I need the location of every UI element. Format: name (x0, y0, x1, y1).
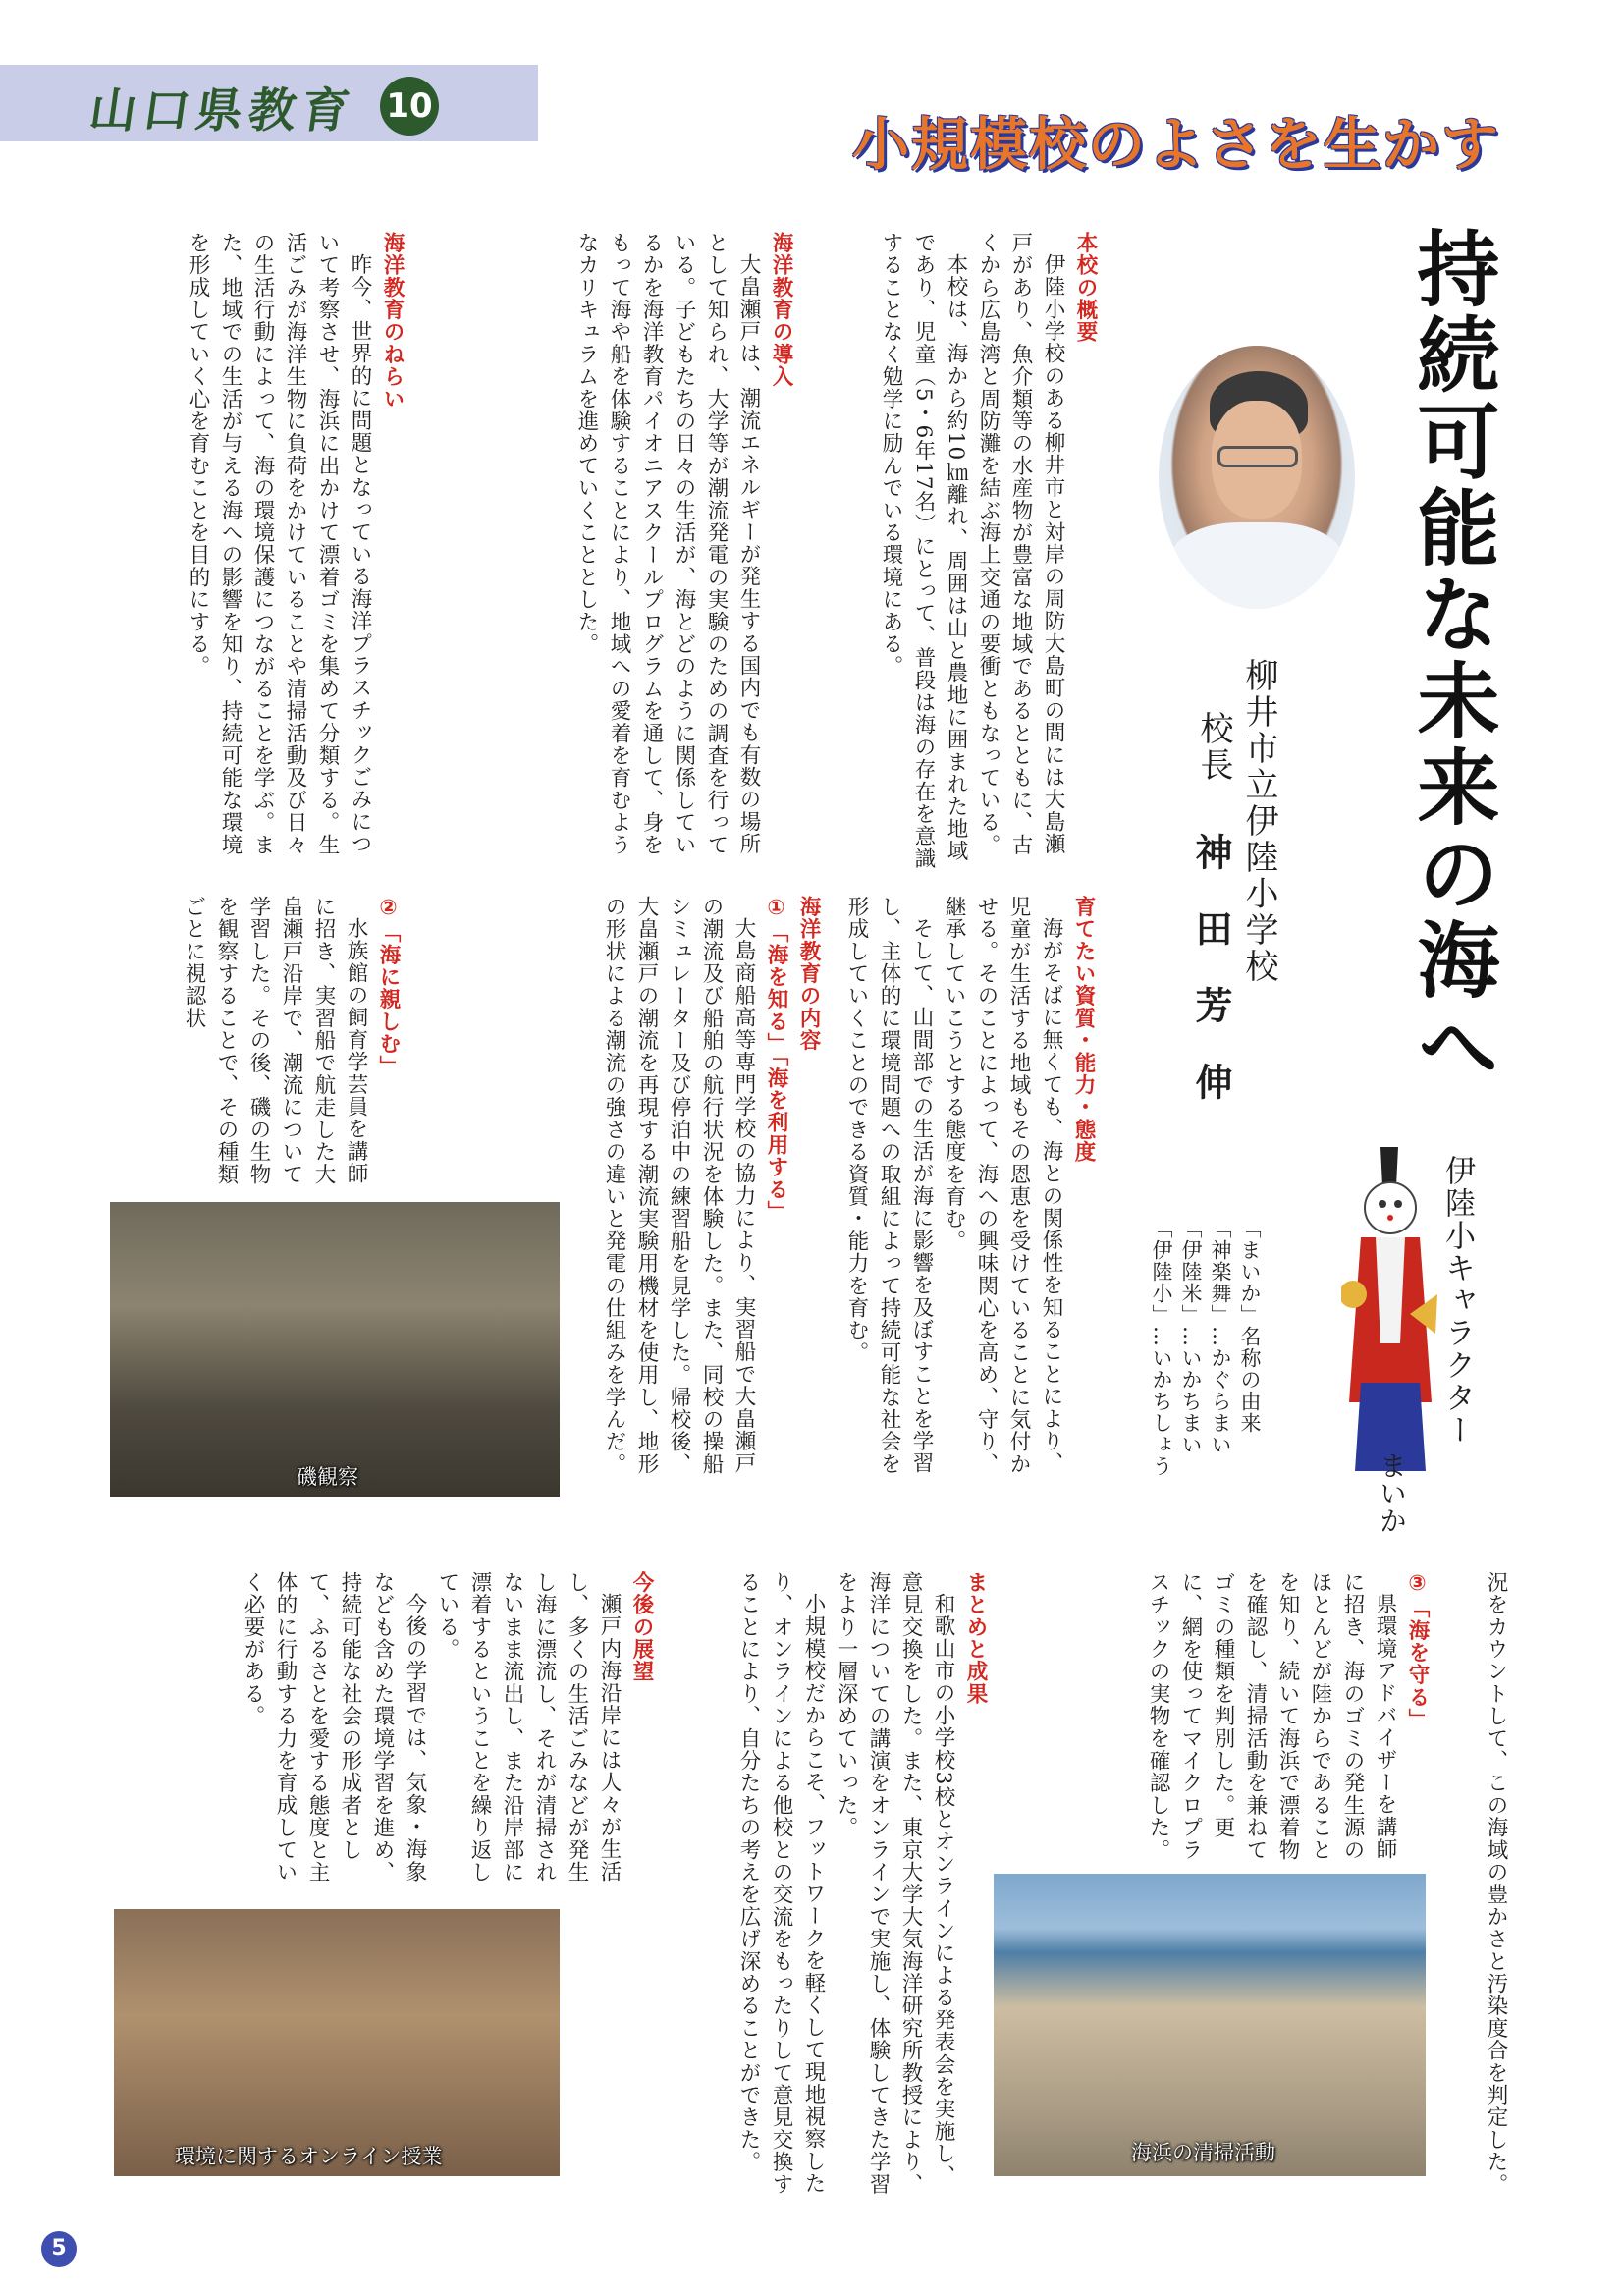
photo-beach-cleanup (994, 1874, 1426, 2176)
paragraph: 瀬戸内海沿岸には人々が生活し、多くの生活ごみなどが発生し海に漂流し、それが清掃されないまま流出し、また沿岸部に漂着するということを繰り返している。 (435, 1571, 622, 1884)
column-continued (1434, 1571, 1512, 2200)
mascot-name: まいか (1376, 1451, 1408, 1534)
column-shitashimu (110, 896, 405, 1190)
origin-line: 「伊陸小」…いかちしょう (1150, 1218, 1173, 1477)
column-future (110, 1571, 658, 1895)
article-title: 持続可能な未来の海へ (1404, 226, 1501, 1090)
column-mamoru (1001, 1571, 1434, 1866)
section-heading: 海洋教育の導入 (769, 232, 793, 388)
origin-line: 「神楽舞」…かぐらまい (1209, 1218, 1232, 1455)
subsection-heading: ②「海に親しむ」 (376, 896, 401, 1078)
photo-caption: 海浜の清掃活動 (1131, 2141, 1275, 2164)
paragraph: 和歌山市の小学校3校とオンラインによる発表会を実施し、意見交換をした。また、東京大学大気海洋研究所教授により、海洋についての講演をオンラインで実施し、体験してきた学習をより一層深めていった。 (834, 1571, 955, 2196)
paragraph: 況をカウントして、この海域の豊かさと汚染度合を判定した。 (1484, 1571, 1508, 2196)
photo-iso-observation (110, 1202, 560, 1497)
paragraph: そして、山間部での生活が海に影響を及ぼすことを学習し、主体的に環境問題への取組によって持続可能な社会を形成していくことのできる資質・能力を育む。 (844, 896, 934, 1476)
author-portrait (1159, 346, 1355, 609)
issue-number-badge: 10 (380, 77, 439, 136)
mascot-origins (1147, 1218, 1265, 1477)
photo-caption: 磯観察 (297, 1465, 358, 1489)
mascot-label: 伊陸小キャラクター (1439, 1155, 1475, 1447)
section-heading: 海洋教育の内容 (796, 896, 821, 1052)
paragraph: 海がそばに無くても、海との関係性を知ることにより、児童が生活する地域もその恩恵を受けていることに気付かせる。そのことによって、海への興味関心を高め、守り、継承していこうとする態度を育む。 (942, 896, 1063, 1476)
origin-line: 「伊陸米」…いかちまい (1179, 1218, 1203, 1455)
photo-caption: 環境に関するオンライン授業 (175, 2145, 443, 2168)
section-heading: まとめと成果 (963, 1571, 988, 1706)
page-number: 5 (41, 2231, 77, 2267)
paragraph: 今後の学習では、気象・海象なども含めた環境学習を進め、持続可能な社会の形成者として、ふるさとを愛する態度と主体的に行動する力を育成していく必要がある。 (241, 1571, 427, 1884)
paragraph: 小規模校だからこそ、フットワークを軽くして現地視察したり、オンラインによる他校との交流をもったりして意見交換することにより、自分たちの考えを広げ深めることができた。 (736, 1571, 826, 2196)
subsection-heading: ③「海を守る」 (1405, 1571, 1430, 1731)
paragraph: 大畠瀬戸は、潮流エネルギーが発生する国内でも有数の場所として知られ、大学等が潮流発電の実験のための調査を行っている。子どもたちの日々の生活が、海とどのように関係しているかを海洋教育パイオニアスクールプログラムを通して、身をもって海や船を体験することにより、地域への愛着を育むようなカリキュラムを進めていくこととした。 (574, 232, 761, 856)
paragraph: 県環境アドバイザーを講師に招き、海のゴミの発生源のほとんどが陸からであることを知り、続いて海浜で漂着物を確認し、清掃活動を兼ねてゴミの種類を判別した。更に、網を使ってマイクロプラスチックの実物を確認した。 (1146, 1571, 1397, 1862)
paragraph: 伊陸小学校のある柳井市と対岸の周防大島町の間には大島瀬戸があり、魚介類等の水産物が豊富な地域であるとともに、古くから広島湾と周防灘を結ぶ海上交通の要衝ともなっている。 (976, 232, 1065, 856)
subsection-heading: ①「海を知る」「海を利用する」 (764, 896, 788, 1224)
author-school: 柳井市立伊陸小学校 (1239, 658, 1278, 985)
column-intro (408, 232, 797, 870)
paragraph: 本校は、海から約10㎞離れ、周囲は山と農地に囲まれた地域であり、児童（5・6年17名）にとって、普段は海の存在を意識することなく勉学に励んでいる環境にある。 (879, 232, 968, 870)
section-heading: 海洋教育のねらい (380, 232, 405, 410)
author-role: 校長 (1194, 711, 1233, 784)
photo-online-class (114, 1909, 560, 2176)
section-heading: 育てたい資質・能力・態度 (1071, 896, 1096, 1164)
origin-line: 「まいか」名称の由来 (1238, 1218, 1262, 1434)
column-qualities (825, 896, 1100, 1485)
series-title: 小規模校のよさを生かす (852, 111, 1501, 178)
column-overview (797, 232, 1102, 870)
paragraph: 大島商船高等専門学校の協力により、実習船で大畠瀬戸の潮流及び船舶の航行状況を体験した。また、同校の操船シミュレーター及び停泊中の練習船を見学した。帰校後、大畠瀬戸の潮流を再現する潮流実験用機材を使用し、地形の形状による潮流の強さの違いと発電の仕組みを学んだ。 (602, 896, 756, 1476)
author-name: 神田芳伸 (1189, 833, 1233, 1139)
paragraph: 水族館の飼育学芸員を講師に招き、実習船で航走した大畠瀬戸沿岸で、潮流について学習した。その後、磯の生物を観察することで、その種類ごとに視認状 (182, 896, 368, 1186)
paragraph: 昨今、世界的に問題となっている海洋プラスチックごみについて考察させ、海浜に出かけて漂着ゴミを集めて分類する。生活ごみが海洋生物に負荷をかけていることや清掃活動及び日々の生活行動によって、海の環境保護につながることを学ぶ。また、地域での生活が与える海への影響を知り、持続可能な環境を形成していく心を育むことを目的にする。 (186, 232, 372, 856)
magazine-title: 山口県教育 (85, 83, 359, 138)
column-summary (658, 1571, 992, 2200)
column-aim (106, 232, 408, 870)
section-heading: 今後の展望 (629, 1571, 654, 1683)
section-heading: 本校の概要 (1073, 232, 1098, 344)
